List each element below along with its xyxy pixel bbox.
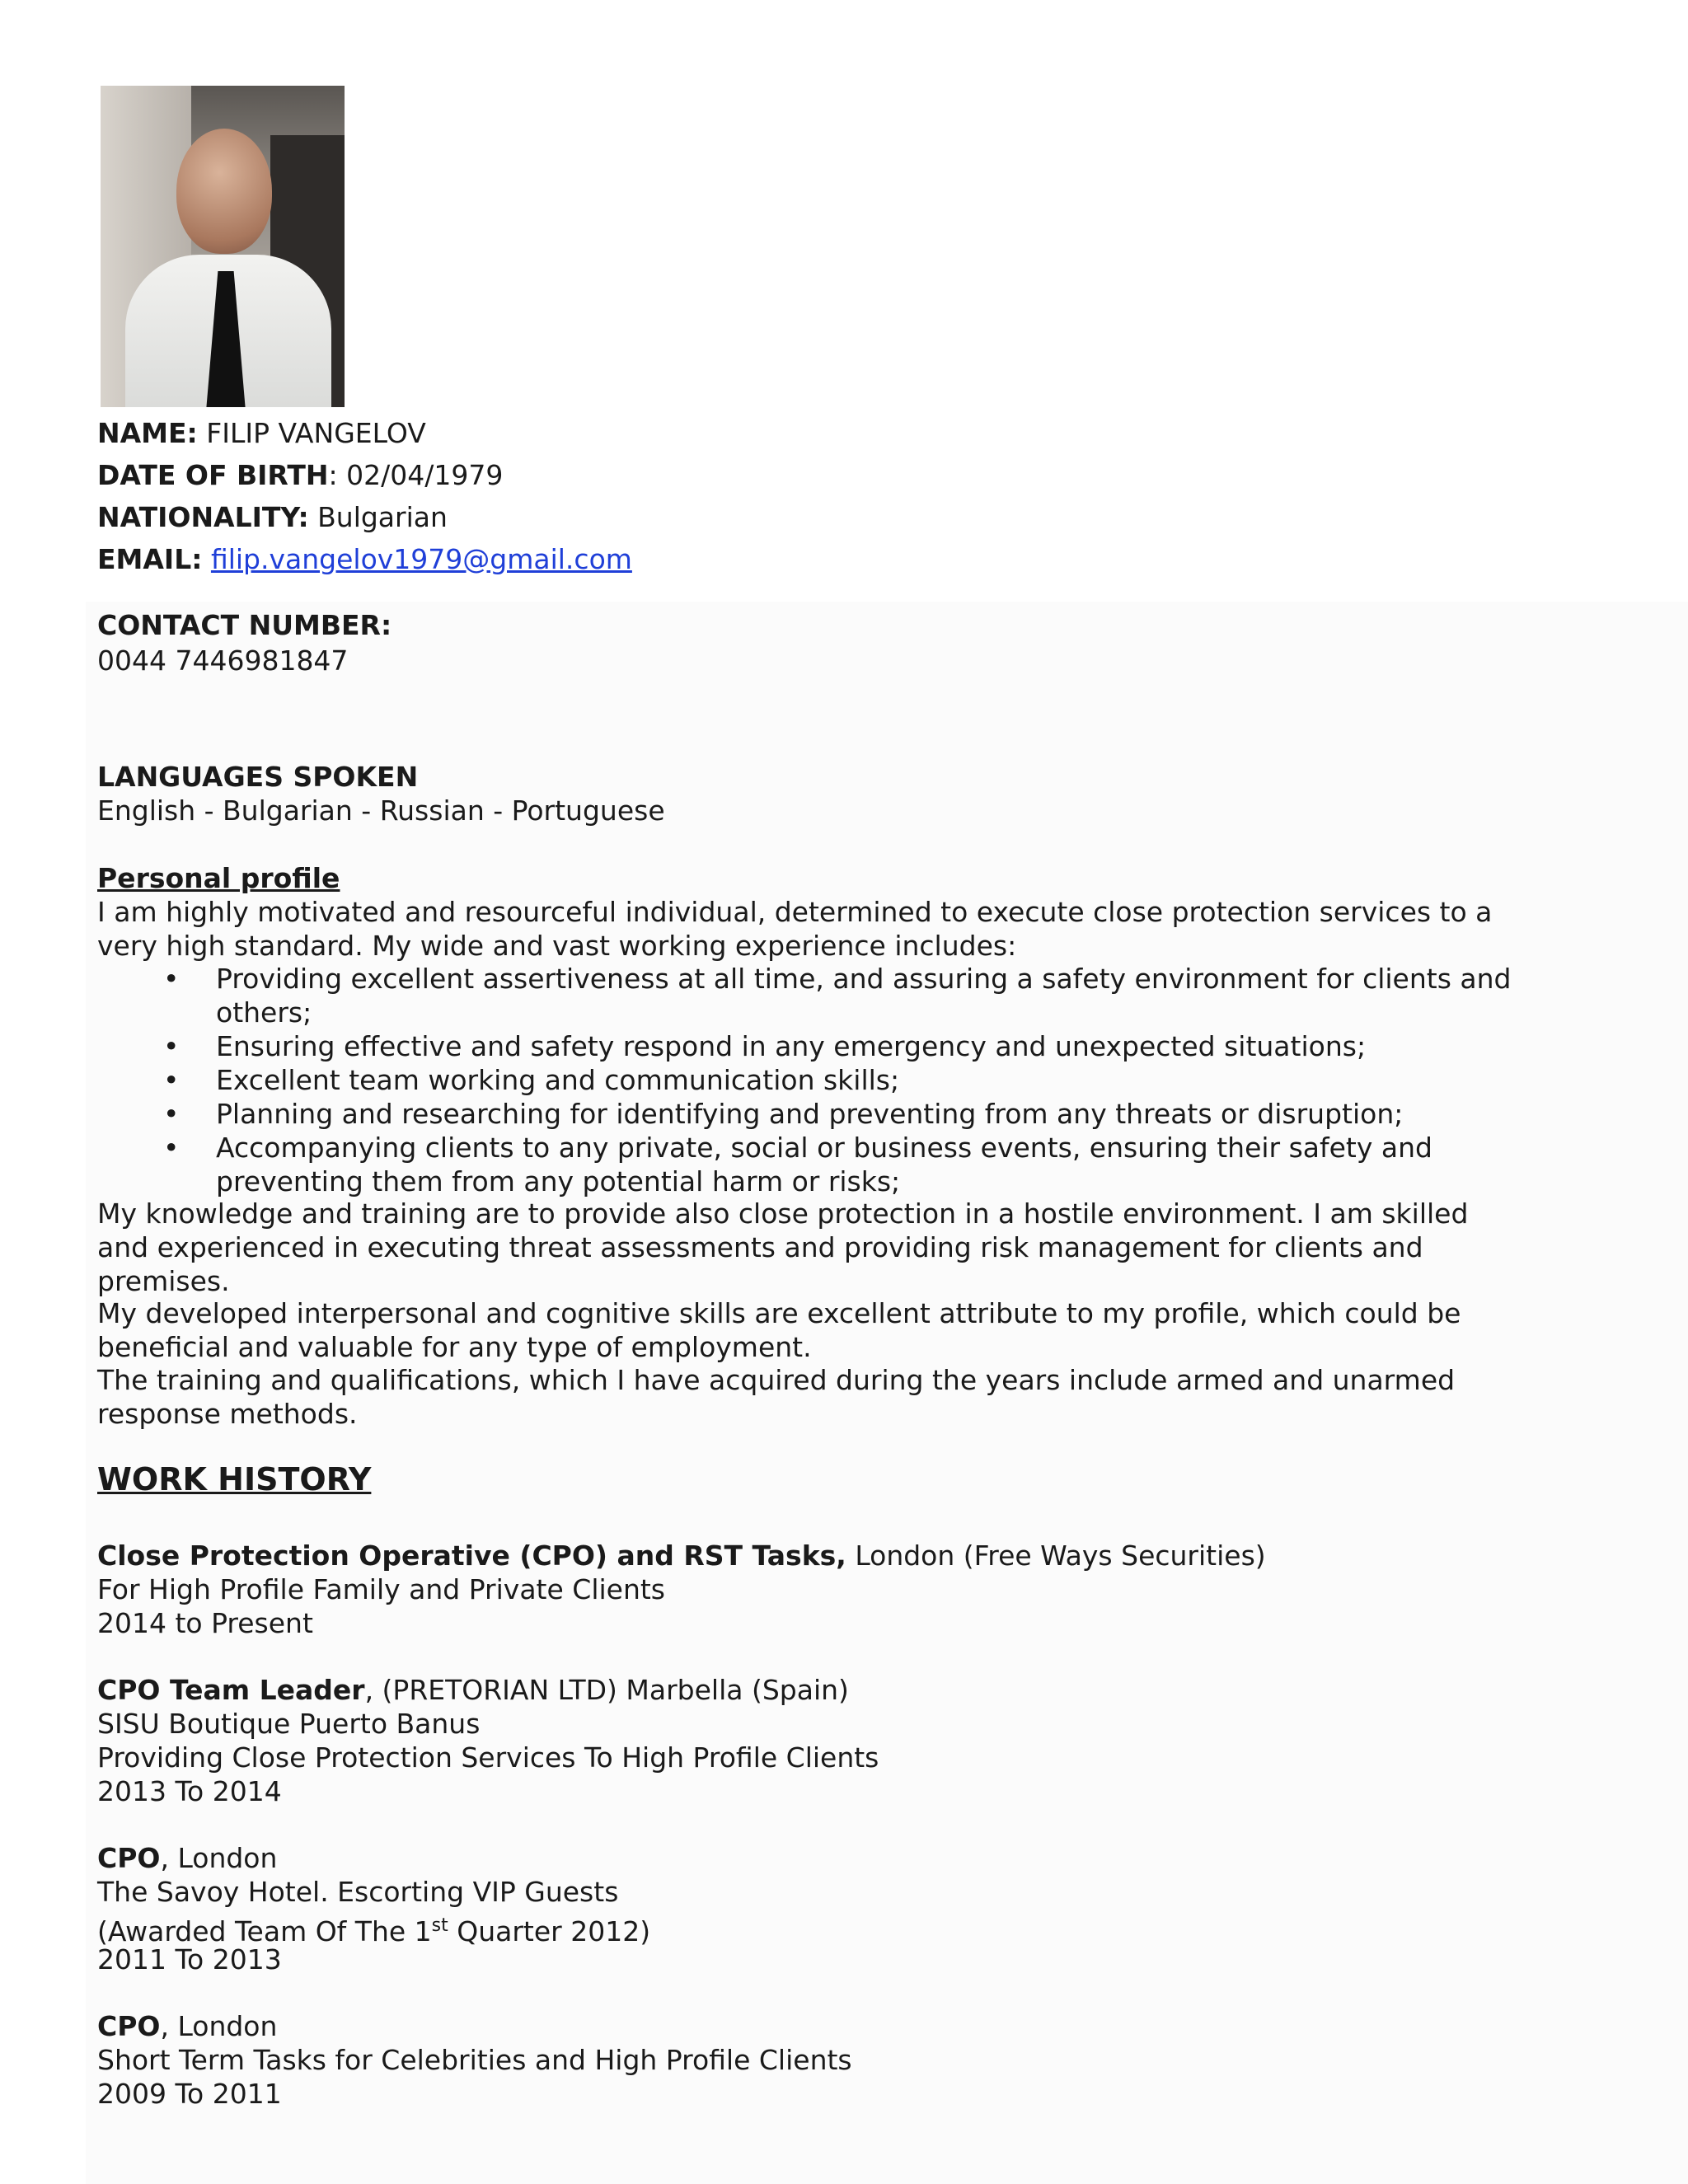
email-row [97,542,632,576]
award-text-end: Quarter 2012) [448,1915,651,1947]
email-link[interactable]: filip.vangelov1979@gmail.com [210,543,632,575]
job-2-line3: Providing Close Protection Services To High Profile Clients [97,1741,879,1774]
languages-value: English - Bulgarian - Russian - Portuguese [97,794,665,827]
profile-paragraph-3: The training and qualifications, which I have acquired during the years include armed and unarmed response methods. [97,1364,1456,1430]
job-role: CPO [97,1842,161,1874]
dob-row [97,458,503,492]
nationality-row [97,500,448,534]
dob-colon: : [328,459,338,491]
job-role: Close Protection Operative (CPO) and RST Tasks, [97,1540,846,1572]
job-4-title [97,2009,277,2043]
job-2-line2: SISU Boutique Puerto Banus [97,1708,481,1740]
dob-value: 02/04/1979 [346,459,504,491]
job-3-line2: The Savoy Hotel. Escorting VIP Guests [97,1876,619,1908]
job-role: CPO [97,2010,161,2042]
list-item: • Excellent team working and communication skills; [97,1063,1576,1097]
profile-photo [101,86,345,407]
contact-label: CONTACT NUMBER: [97,609,392,641]
job-3-dates: 2011 To 2013 [97,1943,282,1975]
profile-intro: I am highly motivated and resourceful individual, determined to execute close protection services to a very high standard. My wide and vast working experience includes: [97,896,1493,962]
dob-label: DATE OF BIRTH [97,459,329,491]
nationality-value: Bulgarian [317,501,448,533]
contact-value: 0044 7446981847 [97,644,349,677]
job-location: London (Free Ways Securities) [846,1540,1266,1572]
job-1-title [97,1539,1266,1572]
list-item: • Planning and researching for identifying and preventing from any threats or disruption; [97,1097,1576,1131]
profile-title: Personal profile [97,862,340,894]
list-item: • Providing excellent assertiveness at all time, and assuring a safety environment for clients and others; [97,962,1576,1029]
name-label: NAME: [97,417,198,449]
job-4-dates: 2009 To 2011 [97,2078,282,2110]
job-2-title [97,1673,849,1707]
nationality-label: NATIONALITY: [97,501,309,533]
name-row [97,416,426,450]
job-location: , (PRETORIAN LTD) Marbella (Spain) [364,1674,849,1706]
job-4-line2: Short Term Tasks for Celebrities and High Profile Clients [97,2044,852,2076]
job-1-dates: 2014 to Present [97,1607,313,1639]
job-2-dates: 2013 To 2014 [97,1775,282,1807]
job-1-line2: For High Profile Family and Private Clients [97,1573,666,1605]
profile-bullets [97,962,1576,1198]
profile-paragraph-1: My knowledge and training are to provide also close protection in a hostile environment. I am skilled and experienced in executing threat assessments and providing risk management for clients and premises. [97,1197,1469,1297]
job-location: , London [160,2010,278,2042]
languages-title: LANGUAGES SPOKEN [97,761,419,793]
job-location: , London [160,1842,278,1874]
list-item: • Accompanying clients to any private, social or business events, ensuring their safety and preventing them from any potential harm or risks; [97,1131,1576,1198]
email-label: EMAIL: [97,543,203,575]
job-role: CPO Team Leader [97,1674,365,1706]
award-superscript: st [431,1915,448,1936]
list-item: • Ensuring effective and safety respond in any emergency and unexpected situations; [97,1029,1576,1063]
profile-paragraph-2: My developed interpersonal and cognitive skills are excellent attribute to my profile, which could be beneficial and valuable for any type of employment. [97,1297,1461,1363]
name-value: FILIP VANGELOV [206,417,426,449]
work-history-title: WORK HISTORY [97,1461,372,1497]
award-text: (Awarded Team Of The 1 [97,1915,432,1947]
job-3-title [97,1841,277,1875]
